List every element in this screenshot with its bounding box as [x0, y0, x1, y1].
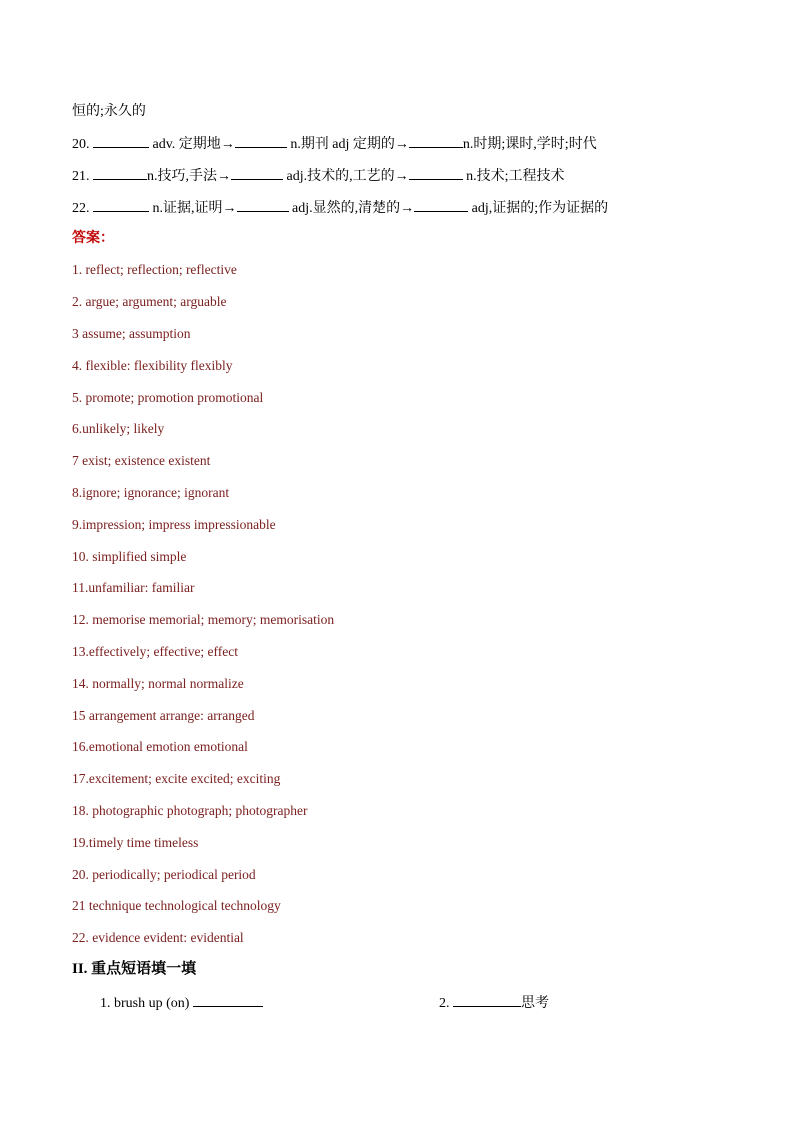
answer-item: 10. simplified simple: [72, 549, 187, 564]
question-number: 21.: [72, 169, 90, 184]
answer-item: 5. promote; promotion promotional: [72, 390, 264, 405]
answer-item: 6.unlikely; likely: [72, 421, 165, 436]
answer-blank[interactable]: [453, 993, 521, 1007]
answer-blank[interactable]: [409, 134, 463, 148]
section-2-heading: II. 重点短语填一填: [72, 961, 197, 977]
question-part: n.证据,证明→: [152, 201, 237, 216]
answer-blank[interactable]: [414, 198, 468, 212]
question-part: adj.显然的,清楚的→: [292, 201, 415, 216]
answer-item: 18. photographic photograph; photographer: [72, 803, 308, 818]
answer-item: 11.unfamiliar: familiar: [72, 580, 195, 595]
phrase-item-1: [100, 993, 263, 1013]
answer-item: 13.effectively; effective; effect: [72, 644, 239, 659]
answer-item: 4. flexible: flexibility flexibly: [72, 358, 233, 373]
answer-item: 14. normally; normal normalize: [72, 676, 244, 691]
answer-blank[interactable]: [237, 198, 289, 212]
answer-blank[interactable]: [231, 166, 283, 180]
question-part: n.期刊 adj 定期的→: [290, 137, 409, 152]
question-20: [72, 134, 597, 154]
phrase-text: brush up (on): [114, 996, 190, 1011]
question-number: 22.: [72, 201, 90, 216]
answer-blank[interactable]: [193, 993, 263, 1007]
answer-item: 17.excitement; excite excited; exciting: [72, 771, 281, 786]
answer-item: 12. memorise memorial; memory; memorisation: [72, 612, 335, 627]
answer-item: 8.ignore; ignorance; ignorant: [72, 485, 230, 500]
question-22: [72, 198, 608, 218]
answer-blank[interactable]: [93, 198, 149, 212]
answer-item: 3 assume; assumption: [72, 326, 191, 341]
question-number: 20.: [72, 137, 90, 152]
answer-item: 1. reflect; reflection; reflective: [72, 262, 237, 277]
question-part: adj,证据的;作为证据的: [471, 201, 609, 216]
phrase-number: 2.: [439, 996, 450, 1011]
answer-item: 15 arrangement arrange: arranged: [72, 708, 255, 723]
question-part: n.时期;课时,学时;时代: [462, 137, 597, 152]
question-part: n.技术;工程技术: [466, 169, 565, 184]
answer-item: 21 technique technological technology: [72, 898, 281, 913]
answer-item: 7 exist; existence existent: [72, 453, 211, 468]
question-part: adj.技术的,工艺的→: [286, 169, 409, 184]
question-21: [72, 166, 565, 186]
answer-item: 22. evidence evident: evidential: [72, 930, 244, 945]
phrase-number: 1.: [100, 996, 111, 1011]
phrase-item-2: [439, 993, 549, 1013]
question-part: n.技巧,手法→: [147, 169, 231, 184]
answer-blank[interactable]: [93, 134, 149, 148]
answer-item: 20. periodically; periodical period: [72, 867, 256, 882]
answer-blank[interactable]: [235, 134, 287, 148]
answers-heading: 答案：: [72, 231, 114, 246]
answer-blank[interactable]: [409, 166, 463, 180]
answer-item: 16.emotional emotion emotional: [72, 739, 248, 754]
phrase-text: 思考: [521, 996, 549, 1011]
answer-blank[interactable]: [93, 166, 147, 180]
answer-item: 9.impression; impress impressionable: [72, 517, 276, 532]
answer-item: 19.timely time timeless: [72, 835, 199, 850]
answer-item: 2. argue; argument; arguable: [72, 294, 227, 309]
top-line: 恒的;永久的: [72, 104, 146, 119]
question-part: adv. 定期地→: [152, 137, 235, 152]
